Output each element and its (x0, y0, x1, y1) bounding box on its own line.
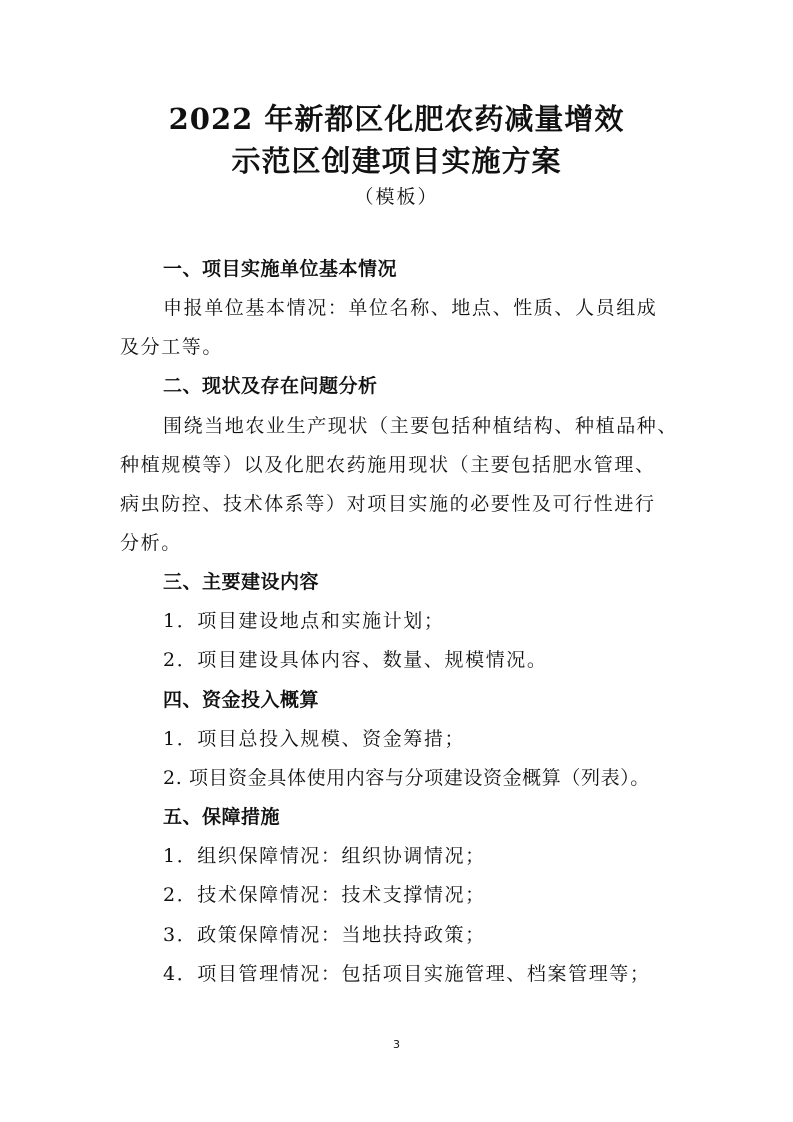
section-1-paragraph-line-1: 申报单位基本情况：单位名称、地点、性质、人员组成 (163, 297, 658, 319)
document-subtitle: （模板） (354, 186, 439, 208)
section-4-item-1: 1．项目总投入规模、资金筹措； (163, 728, 466, 750)
section-4-item-2: 2. 项目资金具体使用内容与分项建设资金概算（列表）。 (163, 767, 650, 789)
section-3-item-2: 2．项目建设具体内容、数量、规模情况。 (163, 649, 548, 671)
section-2-paragraph-line-2: 种植规模等）以及化肥农药施用现状（主要包括肥水管理、 (120, 454, 656, 476)
section-2-paragraph-line-1: 围绕当地农业生产现状（主要包括种植结构、种植品种、 (163, 415, 679, 437)
section-5-heading: 五、保障措施 (163, 806, 281, 828)
document-title-line-2: 示范区创建项目实施方案 (231, 144, 562, 178)
document-title-line-1: 2022 年新都区化肥农药减量增效 (168, 102, 625, 136)
section-3-heading: 三、主要建设内容 (163, 571, 320, 593)
section-1-paragraph-line-2: 及分工等。 (120, 336, 224, 358)
section-2-paragraph-line-4: 分析。 (120, 532, 182, 554)
section-1-heading: 一、项目实施单位基本情况 (163, 258, 398, 280)
section-5-item-2: 2．技术保障情况：技术支撑情况； (163, 884, 486, 906)
section-5-item-3: 3．政策保障情况：当地扶持政策； (163, 924, 486, 946)
section-3-item-1: 1．项目建设地点和实施计划； (163, 610, 445, 632)
section-4-heading: 四、资金投入概算 (163, 689, 320, 711)
section-5-item-4: 4．项目管理情况：包括项目实施管理、档案管理等； (163, 963, 651, 985)
section-5-item-1: 1．组织保障情况：组织协调情况； (163, 845, 486, 867)
section-2-heading: 二、现状及存在问题分析 (163, 375, 378, 397)
section-2-paragraph-line-3: 病虫防控、技术体系等）对项目实施的必要性及可行性进行 (120, 493, 656, 515)
page-number: 3 (393, 1038, 400, 1051)
